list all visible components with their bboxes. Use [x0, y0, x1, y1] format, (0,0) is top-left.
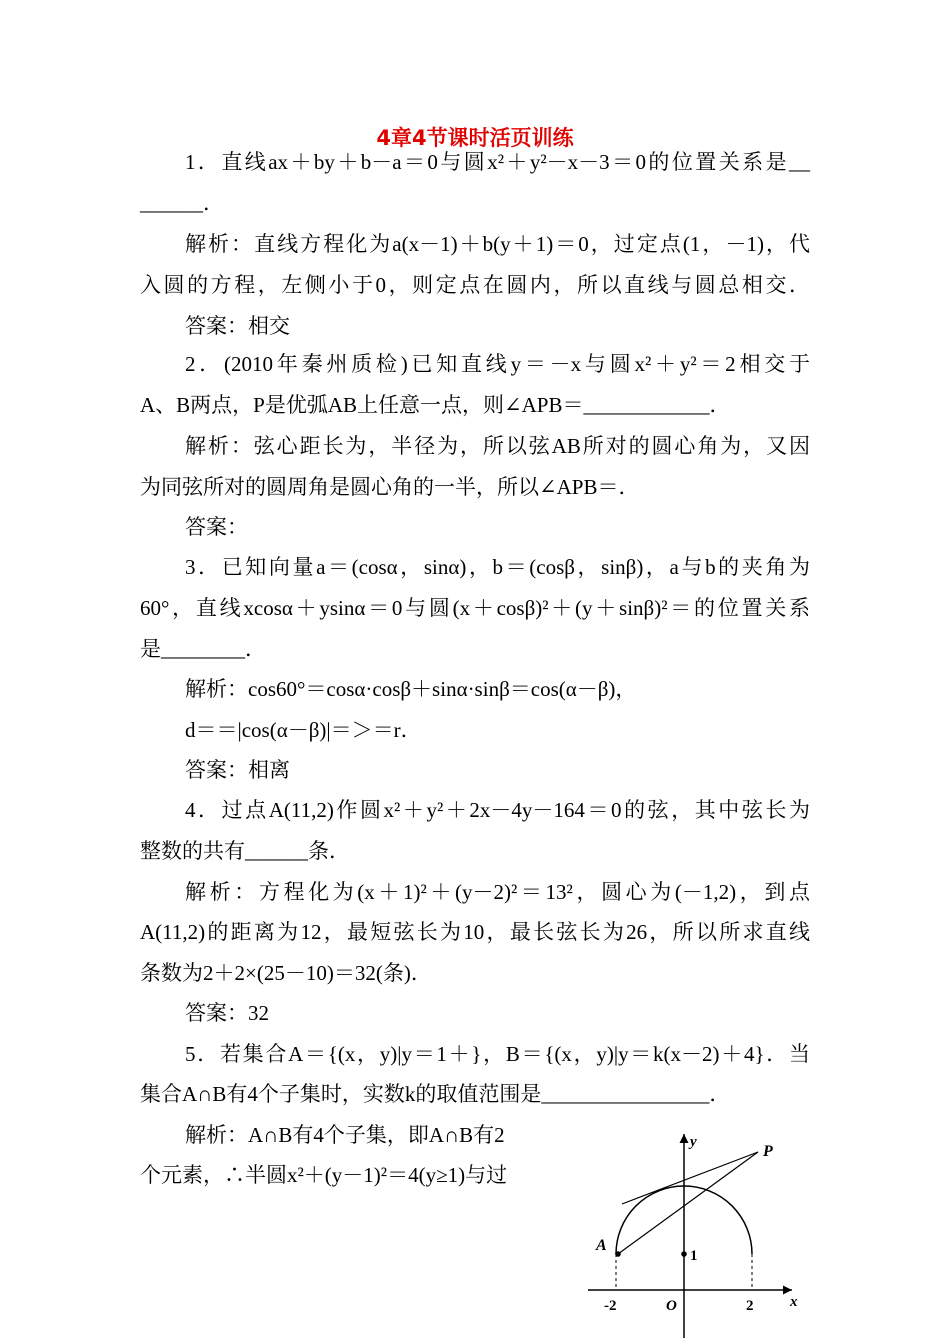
label-x: x [790, 1294, 798, 1310]
text-line: 答案：相离 [185, 758, 290, 782]
point-a [615, 1251, 621, 1257]
text-line: d＝＝|cos(α－β)|＝＞＝r． [185, 718, 422, 742]
point-one [681, 1251, 687, 1257]
label-a: A [596, 1237, 607, 1254]
text-line: A、B两点，P是优弧AB上任意一点，则∠APB＝____________． [140, 393, 731, 417]
text-line: 入圆的方程，左侧小于0，则定点在圆内，所以直线与圆总相交． [140, 273, 810, 297]
page-title: 4章4节课时活页训练 [376, 126, 574, 150]
label-y: y [690, 1134, 697, 1150]
text-line: 为同弦所对的圆周角是圆心角的一半，所以∠APB＝． [140, 475, 640, 499]
text-line: 2．(2010年秦州质检)已知直线y＝－x与圆x²＋y²＝2相交于 [185, 352, 810, 376]
text-line: 解析：cos60°＝cosα·cosβ＋sinα·sinβ＝cos(α－β)， [185, 677, 637, 701]
text-line: 集合A∩B有4个子集时，实数k的取值范围是________________． [140, 1082, 731, 1106]
semicircle-figure [580, 1128, 820, 1342]
text-line: 答案：32 [185, 1001, 269, 1025]
text-line: 60°，直线xcosα＋ysinα＝0与圆(x＋cosβ)²＋(y＋sinβ)²＝的位置关系 [140, 596, 810, 620]
text-line: 解析：弦心距长为，半径为，所以弦AB所对的圆心角为，又因 [185, 434, 810, 458]
text-line: 整数的共有______条． [140, 839, 350, 863]
text-line: ______． [140, 191, 224, 215]
text-line: 答案：相交 [185, 314, 290, 338]
text-line: 1．直线ax＋by＋b－a＝0与圆x²＋y²－x－3＝0的位置关系是__ [185, 150, 810, 174]
text-line: A(11,2)的距离为12，最短弦长为10，最长弦长为26，所以所求直线 [140, 920, 810, 944]
label-o: O [666, 1298, 677, 1314]
label-two: 2 [746, 1298, 754, 1314]
text-line: 条数为2＋2×(25－10)＝32(条)． [140, 961, 432, 985]
text-line: 个元素，∴半圆x²＋(y－1)²＝4(y≥1)与过 [140, 1163, 508, 1187]
text-line: 5．若集合A＝{(x，y)|y＝1＋}，B＝{(x，y)|y＝k(x－2)＋4}．当 [185, 1042, 810, 1066]
label-one: 1 [690, 1248, 698, 1264]
text-line: 解析：方程化为(x＋1)²＋(y－2)²＝13²，圆心为(－1,2)，到点 [185, 880, 810, 904]
text-line: 是________． [140, 637, 266, 661]
label-neg2: -2 [604, 1298, 617, 1314]
text-line: 3．已知向量a＝(cosα，sinα)，b＝(cosβ，sinβ)，a与b的夹角为 [185, 555, 810, 579]
text-line: 解析：A∩B有4个子集，即A∩B有2 [185, 1123, 505, 1147]
text-line: 解析：直线方程化为a(x－1)＋b(y＋1)＝0，过定点(1，－1)，代 [185, 232, 810, 256]
label-p: P [763, 1143, 773, 1160]
tangent-line [622, 1152, 758, 1204]
text-line: 答案： [185, 515, 248, 539]
text-line: 4．过点A(11,2)作圆x²＋y²＋2x－4y－164＝0的弦，其中弦长为 [185, 798, 810, 822]
